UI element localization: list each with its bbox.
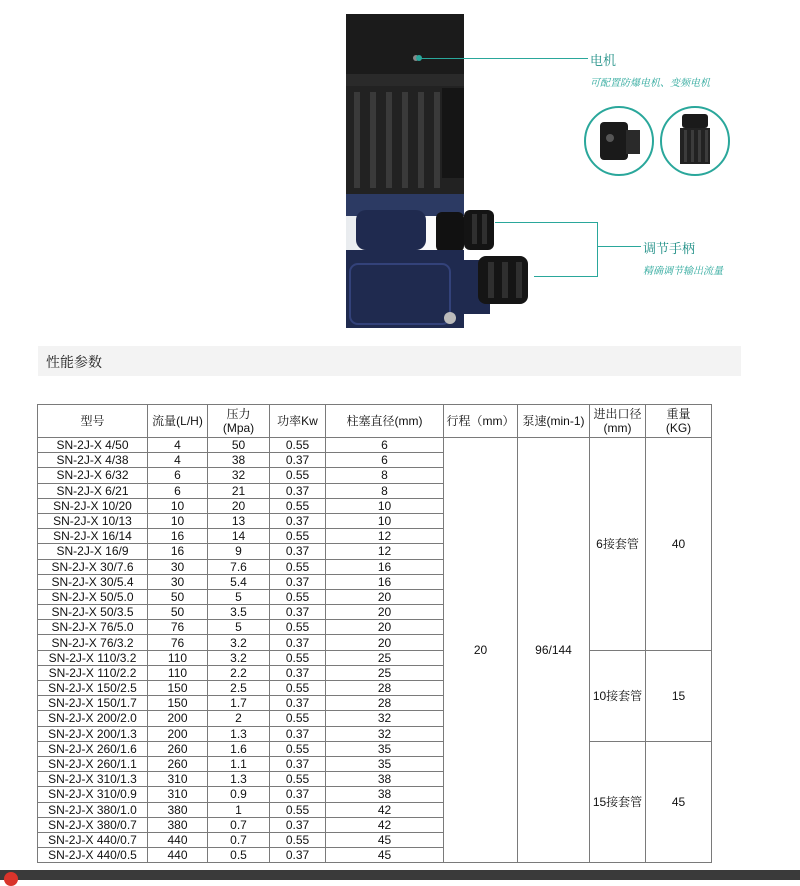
cell-flow: 110 bbox=[148, 650, 208, 665]
cell-power: 0.37 bbox=[270, 513, 326, 528]
bottom-toolbar bbox=[0, 870, 800, 880]
cell-pressure: 1.6 bbox=[208, 741, 270, 756]
cell-flow: 10 bbox=[148, 498, 208, 513]
cell-model: SN-2J-X 110/2.2 bbox=[38, 665, 148, 680]
cell-power: 0.37 bbox=[270, 453, 326, 468]
cell-model: SN-2J-X 6/32 bbox=[38, 468, 148, 483]
cell-pressure: 5 bbox=[208, 620, 270, 635]
cell-power: 0.37 bbox=[270, 574, 326, 589]
table-row bbox=[38, 741, 712, 756]
cell-flow: 440 bbox=[148, 832, 208, 847]
cell-pressure: 9 bbox=[208, 544, 270, 559]
cell-plunger: 6 bbox=[326, 438, 444, 453]
cell-pressure: 21 bbox=[208, 483, 270, 498]
header-speed: 泵速(min-1) bbox=[518, 405, 590, 438]
header-pressure: 压力 (Mpa) bbox=[208, 405, 270, 438]
cell-plunger: 6 bbox=[326, 453, 444, 468]
cell-pressure: 2.5 bbox=[208, 681, 270, 696]
cell-model: SN-2J-X 380/1.0 bbox=[38, 802, 148, 817]
cell-pressure: 38 bbox=[208, 453, 270, 468]
cell-power: 0.55 bbox=[270, 529, 326, 544]
cell-plunger: 42 bbox=[326, 817, 444, 832]
cell-model: SN-2J-X 150/1.7 bbox=[38, 696, 148, 711]
cell-model: SN-2J-X 150/2.5 bbox=[38, 681, 148, 696]
header-stroke: 行程（mm） bbox=[444, 405, 518, 438]
cell-pressure: 3.5 bbox=[208, 605, 270, 620]
cell-model: SN-2J-X 260/1.6 bbox=[38, 741, 148, 756]
cell-power: 0.55 bbox=[270, 650, 326, 665]
cell-flow: 30 bbox=[148, 574, 208, 589]
cell-plunger: 12 bbox=[326, 544, 444, 559]
cell-model: SN-2J-X 16/14 bbox=[38, 529, 148, 544]
cell-weight-group: 40 bbox=[646, 438, 712, 651]
cell-pressure: 1.3 bbox=[208, 772, 270, 787]
motor-thumbnail-icon bbox=[586, 108, 652, 174]
cell-plunger: 20 bbox=[326, 620, 444, 635]
cell-plunger: 8 bbox=[326, 483, 444, 498]
motor-callout-subtitle: 可配置防爆电机、变频电机 bbox=[590, 78, 710, 89]
cell-pressure: 32 bbox=[208, 468, 270, 483]
cell-flow: 30 bbox=[148, 559, 208, 574]
cell-model: SN-2J-X 30/5.4 bbox=[38, 574, 148, 589]
cell-flow: 6 bbox=[148, 483, 208, 498]
cell-port-group: 15接套管 bbox=[590, 741, 646, 863]
cell-pressure: 1 bbox=[208, 802, 270, 817]
header-port: 进出口径 (mm) bbox=[590, 405, 646, 438]
cell-power: 0.55 bbox=[270, 438, 326, 453]
cell-flow: 260 bbox=[148, 756, 208, 771]
cell-flow: 150 bbox=[148, 696, 208, 711]
explosion-proof-motor-thumbnail bbox=[584, 106, 654, 176]
header-power: 功率Kw bbox=[270, 405, 326, 438]
cell-flow: 16 bbox=[148, 529, 208, 544]
cell-pressure: 1.7 bbox=[208, 696, 270, 711]
cell-power: 0.37 bbox=[270, 483, 326, 498]
cell-flow: 6 bbox=[148, 468, 208, 483]
cell-flow: 110 bbox=[148, 665, 208, 680]
cell-pressure: 5.4 bbox=[208, 574, 270, 589]
cell-power: 0.55 bbox=[270, 711, 326, 726]
cell-flow: 440 bbox=[148, 848, 208, 863]
cell-flow: 76 bbox=[148, 620, 208, 635]
cell-plunger: 8 bbox=[326, 468, 444, 483]
cell-power: 0.37 bbox=[270, 696, 326, 711]
cell-plunger: 12 bbox=[326, 529, 444, 544]
motor-callout-title: 电机 bbox=[590, 54, 617, 69]
cell-model: SN-2J-X 440/0.7 bbox=[38, 832, 148, 847]
performance-spec-table bbox=[37, 404, 712, 863]
cell-pressure: 3.2 bbox=[208, 650, 270, 665]
handle-callout-line-top bbox=[495, 222, 597, 223]
handle-callout-line-label bbox=[597, 246, 641, 247]
cell-flow: 76 bbox=[148, 635, 208, 650]
cell-plunger: 25 bbox=[326, 665, 444, 680]
cell-flow: 310 bbox=[148, 787, 208, 802]
cell-plunger: 20 bbox=[326, 635, 444, 650]
cell-pressure: 13 bbox=[208, 513, 270, 528]
cell-plunger: 45 bbox=[326, 832, 444, 847]
cell-plunger: 42 bbox=[326, 802, 444, 817]
upper-knob-illustration bbox=[464, 206, 498, 252]
cell-weight-group: 45 bbox=[646, 741, 712, 863]
cell-pressure: 0.7 bbox=[208, 817, 270, 832]
cell-pressure: 2.2 bbox=[208, 665, 270, 680]
cell-pressure: 5 bbox=[208, 589, 270, 604]
cell-model: SN-2J-X 4/50 bbox=[38, 438, 148, 453]
cell-pressure: 0.9 bbox=[208, 787, 270, 802]
product-photo bbox=[346, 14, 464, 328]
cell-model: SN-2J-X 10/20 bbox=[38, 498, 148, 513]
cell-power: 0.37 bbox=[270, 848, 326, 863]
cell-flow: 16 bbox=[148, 544, 208, 559]
cell-pressure: 1.3 bbox=[208, 726, 270, 741]
cell-flow: 380 bbox=[148, 817, 208, 832]
cell-model: SN-2J-X 16/9 bbox=[38, 544, 148, 559]
motor-callout-line bbox=[418, 58, 588, 59]
cell-flow: 310 bbox=[148, 772, 208, 787]
variable-frequency-motor-thumbnail bbox=[660, 106, 730, 176]
cell-power: 0.55 bbox=[270, 468, 326, 483]
cell-power: 0.55 bbox=[270, 620, 326, 635]
cell-plunger: 35 bbox=[326, 741, 444, 756]
cell-model: SN-2J-X 30/7.6 bbox=[38, 559, 148, 574]
header-model: 型号 bbox=[38, 405, 148, 438]
cell-power: 0.37 bbox=[270, 665, 326, 680]
cell-plunger: 28 bbox=[326, 696, 444, 711]
cell-model: SN-2J-X 380/0.7 bbox=[38, 817, 148, 832]
cell-model: SN-2J-X 50/5.0 bbox=[38, 589, 148, 604]
outlet-knob-illustration bbox=[464, 254, 534, 324]
cell-power: 0.55 bbox=[270, 772, 326, 787]
motor-callout-dot bbox=[416, 55, 422, 61]
cell-model: SN-2J-X 76/3.2 bbox=[38, 635, 148, 650]
cell-flow: 4 bbox=[148, 453, 208, 468]
cell-flow: 200 bbox=[148, 711, 208, 726]
vfd-motor-thumbnail-icon bbox=[662, 108, 728, 174]
cell-power: 0.37 bbox=[270, 635, 326, 650]
cell-plunger: 20 bbox=[326, 589, 444, 604]
cell-weight-group: 15 bbox=[646, 650, 712, 741]
section-title: 性能参数 bbox=[46, 355, 102, 371]
cell-plunger: 38 bbox=[326, 772, 444, 787]
cell-plunger: 35 bbox=[326, 756, 444, 771]
cell-pressure: 3.2 bbox=[208, 635, 270, 650]
cell-flow: 10 bbox=[148, 513, 208, 528]
cell-speed: 96/144 bbox=[518, 438, 590, 863]
cell-model: SN-2J-X 10/13 bbox=[38, 513, 148, 528]
cell-power: 0.37 bbox=[270, 544, 326, 559]
cell-pressure: 2 bbox=[208, 711, 270, 726]
cell-model: SN-2J-X 200/2.0 bbox=[38, 711, 148, 726]
header-plunger: 柱塞直径(mm) bbox=[326, 405, 444, 438]
cell-flow: 200 bbox=[148, 726, 208, 741]
table-header-row bbox=[38, 405, 712, 438]
cell-model: SN-2J-X 200/1.3 bbox=[38, 726, 148, 741]
pump-illustration bbox=[346, 14, 464, 328]
cell-power: 0.37 bbox=[270, 787, 326, 802]
cell-flow: 4 bbox=[148, 438, 208, 453]
cell-plunger: 38 bbox=[326, 787, 444, 802]
cell-flow: 150 bbox=[148, 681, 208, 696]
header-weight: 重量 (KG) bbox=[646, 405, 712, 438]
cell-plunger: 20 bbox=[326, 605, 444, 620]
table-row bbox=[38, 438, 712, 453]
handle-callout-subtitle: 精确调节输出流量 bbox=[643, 266, 723, 277]
cell-power: 0.37 bbox=[270, 605, 326, 620]
cell-power: 0.55 bbox=[270, 589, 326, 604]
cell-model: SN-2J-X 110/3.2 bbox=[38, 650, 148, 665]
cell-pressure: 50 bbox=[208, 438, 270, 453]
table-body bbox=[38, 438, 712, 863]
cell-pressure: 0.7 bbox=[208, 832, 270, 847]
cell-power: 0.55 bbox=[270, 498, 326, 513]
cell-model: SN-2J-X 4/38 bbox=[38, 453, 148, 468]
cell-model: SN-2J-X 6/21 bbox=[38, 483, 148, 498]
cell-plunger: 32 bbox=[326, 726, 444, 741]
cell-plunger: 10 bbox=[326, 513, 444, 528]
cell-power: 0.55 bbox=[270, 741, 326, 756]
cell-port-group: 6接套管 bbox=[590, 438, 646, 651]
cell-plunger: 28 bbox=[326, 681, 444, 696]
cell-pressure: 14 bbox=[208, 529, 270, 544]
cell-flow: 260 bbox=[148, 741, 208, 756]
cell-power: 0.55 bbox=[270, 559, 326, 574]
cell-plunger: 45 bbox=[326, 848, 444, 863]
cell-port-group: 10接套管 bbox=[590, 650, 646, 741]
cell-model: SN-2J-X 310/1.3 bbox=[38, 772, 148, 787]
floating-action-icon[interactable] bbox=[4, 872, 18, 886]
cell-flow: 380 bbox=[148, 802, 208, 817]
cell-plunger: 16 bbox=[326, 559, 444, 574]
cell-power: 0.55 bbox=[270, 802, 326, 817]
cell-model: SN-2J-X 50/3.5 bbox=[38, 605, 148, 620]
cell-flow: 50 bbox=[148, 605, 208, 620]
cell-pressure: 0.5 bbox=[208, 848, 270, 863]
cell-pressure: 20 bbox=[208, 498, 270, 513]
cell-flow: 50 bbox=[148, 589, 208, 604]
cell-power: 0.37 bbox=[270, 726, 326, 741]
cell-model: SN-2J-X 440/0.5 bbox=[38, 848, 148, 863]
cell-plunger: 32 bbox=[326, 711, 444, 726]
cell-plunger: 25 bbox=[326, 650, 444, 665]
cell-stroke: 20 bbox=[444, 438, 518, 863]
cell-model: SN-2J-X 76/5.0 bbox=[38, 620, 148, 635]
handle-callout-title: 调节手柄 bbox=[643, 242, 696, 257]
cell-pressure: 7.6 bbox=[208, 559, 270, 574]
handle-callout-line-bottom bbox=[534, 276, 597, 277]
cell-model: SN-2J-X 260/1.1 bbox=[38, 756, 148, 771]
cell-power: 0.37 bbox=[270, 817, 326, 832]
cell-pressure: 1.1 bbox=[208, 756, 270, 771]
cell-power: 0.37 bbox=[270, 756, 326, 771]
cell-plunger: 10 bbox=[326, 498, 444, 513]
handle-callout-line-vertical bbox=[597, 222, 598, 277]
cell-power: 0.55 bbox=[270, 832, 326, 847]
cell-model: SN-2J-X 310/0.9 bbox=[38, 787, 148, 802]
cell-plunger: 16 bbox=[326, 574, 444, 589]
cell-power: 0.55 bbox=[270, 681, 326, 696]
table-row bbox=[38, 650, 712, 665]
performance-section-header bbox=[38, 346, 741, 376]
header-flow: 流量(L/H) bbox=[148, 405, 208, 438]
